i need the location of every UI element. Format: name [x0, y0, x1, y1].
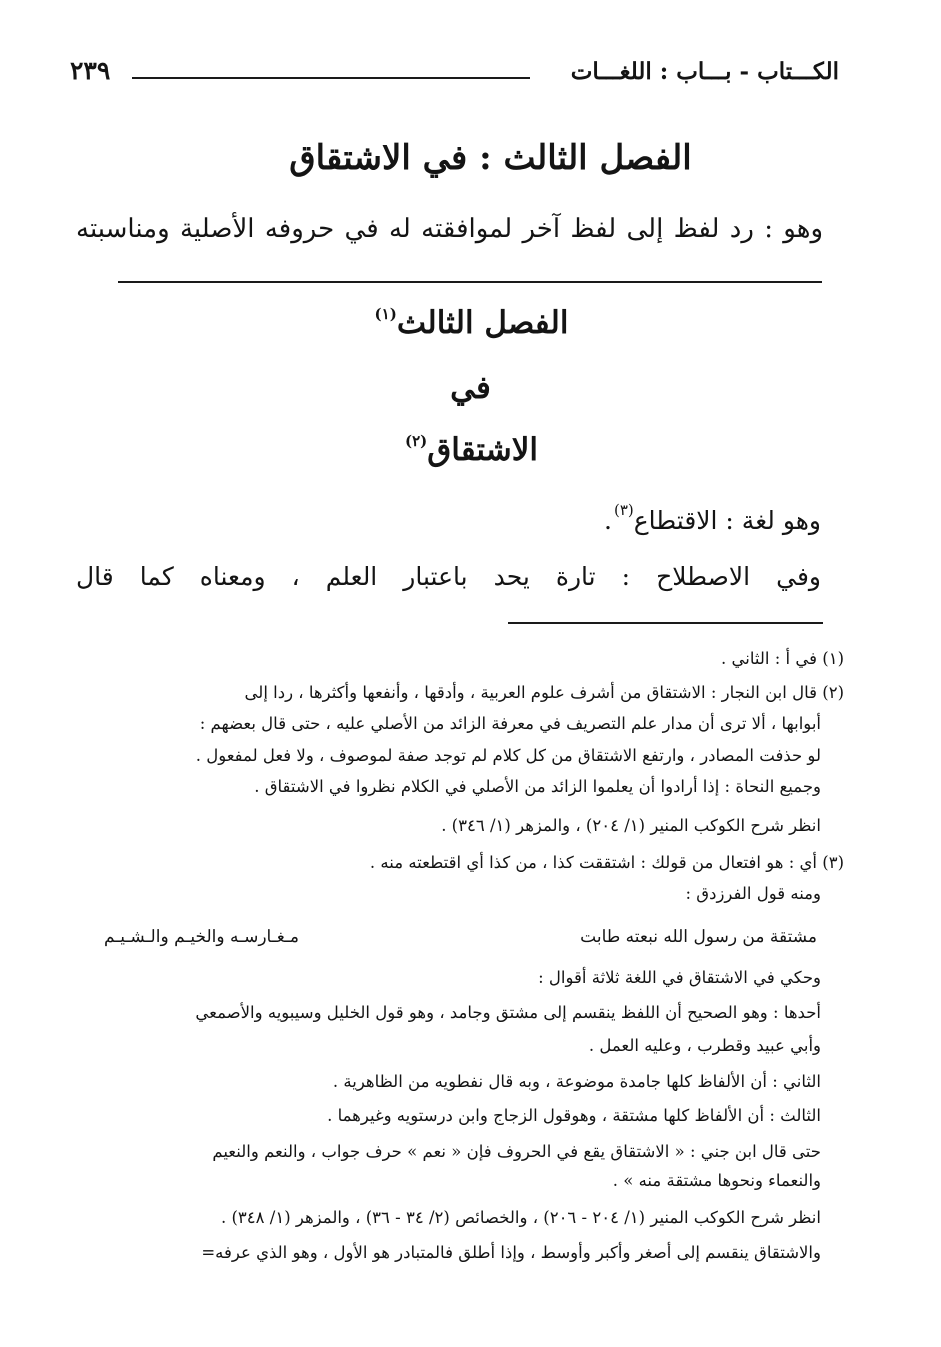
footnote-line: وأبي عبيد وقطرب ، وعليه العمل .: [588, 1036, 821, 1055]
running-title: الكـــتاب - بـــاب : اللغـــات: [570, 58, 839, 85]
verse-hemistich-1: مشتقة من رسول الله نبعته طابت: [580, 927, 817, 947]
matn-text: وهو : رد لفظ إلى لفظ آخر لموافقته له في حروفه الأصلية ومناسبته: [76, 214, 823, 244]
footnote-rule: [508, 622, 823, 624]
footnote-line: (١) في أ : الثاني .: [721, 649, 844, 668]
footnote-ref-3: (٣): [613, 501, 634, 519]
matn-heading: الفصل الثالث : في الاشتقاق: [289, 138, 692, 178]
footnote-line: أحدها : وهو الصحيح أن اللفظ ينقسم إلى مشتق وجامد ، وهو قول الخليل وسيبويه والأصمعي: [195, 1003, 821, 1022]
footnote-line: أبوابها ، ألا ترى أن مدار علم التصريف في معرفة الزائد من الأصلي عليه ، حتى قال بعضهم :: [199, 714, 821, 733]
footnote-line: والاشتقاق ينقسم إلى أصغر وأكبر وأوسط ، وإذا أطلق فالمتبادر هو الأول ، وهو الذي عرفه=: [201, 1243, 821, 1262]
page-number: ٢٣٩: [70, 56, 111, 85]
commentary-heading-line2: في: [450, 370, 491, 406]
commentary-heading-line1: [0, 305, 941, 341]
verse-line: [104, 927, 817, 947]
footnote-line: وجميع النحاة : إذا أرادوا أن يعلموا الزائد من الأصلي في الكلام نظروا في الاشتقاق .: [254, 777, 821, 796]
footnote-ref-1: (١): [374, 305, 397, 323]
footnote-line: الثاني : أن الألفاظ كلها جامدة موضوعة ، وبه قال نفطويه من الظاهرية .: [332, 1072, 821, 1091]
footnote-line: انظر شرح الكوكب المنير (١/ ٢٠٤ - ٢٠٦) ، والخصائص (٢/ ٣٤ - ٣٦) ، والمزهر (١/ ٣٤٨) .: [220, 1208, 821, 1227]
footnote-line: والنعماء ونحوها مشتقة منه » .: [612, 1171, 821, 1190]
body-line-1-end: .: [604, 506, 612, 535]
footnote-line: ومنه قول الفرزدق :: [685, 884, 821, 903]
header-rule: [132, 77, 530, 79]
body-line-1-text: وهو لغة : الاقتطاع: [633, 506, 821, 535]
body-line-2: وفي الاصطلاح : تارة يحد باعتبار العلم ، ومعناه كما قال: [76, 562, 821, 591]
body-line-1: [604, 501, 821, 535]
footnote-line: وحكي في الاشتقاق في اللغة ثلاثة أقوال :: [538, 968, 821, 987]
verse-hemistich-2: مـغـارسـه والخيـم والـشـيـم: [104, 927, 299, 947]
matn-rule: [118, 281, 822, 283]
footnote-line: (٢) قال ابن النجار : الاشتقاق من أشرف علوم العربية ، وأدقها ، وأنفعها وأكثرها ، ردا إلى: [244, 683, 844, 702]
footnote-line: لو حذفت المصادر ، وارتفع الاشتقاق من كل كلام لم توجد صفة لموصوف ، ولا فعل لمفعول .: [195, 746, 821, 765]
footnote-ref-2: (٢): [404, 432, 428, 450]
footnote-line: الثالث : أن الألفاظ كلها مشتقة ، وهوقول الزجاج وابن درستويه وغيرهما .: [327, 1106, 821, 1125]
footnote-line: حتى قال ابن جني : « الاشتقاق يقع في الحروف فإن « نعم » حرف جواب ، والنعم والنعيم: [212, 1142, 821, 1161]
commentary-heading-line3: [0, 432, 941, 468]
heading-line3-text: الاشتقاق: [427, 432, 539, 468]
footnote-line: (٣) أي : هو افتعال من قولك : اشتققت كذا ، من كذا أي اقتطعته منه .: [369, 853, 844, 872]
footnote-line: انظر شرح الكوكب المنير (١/ ٢٠٤) ، والمزهر (١/ ٣٤٦) .: [441, 816, 821, 835]
heading-line1-text: الفصل الثالث: [396, 305, 569, 341]
